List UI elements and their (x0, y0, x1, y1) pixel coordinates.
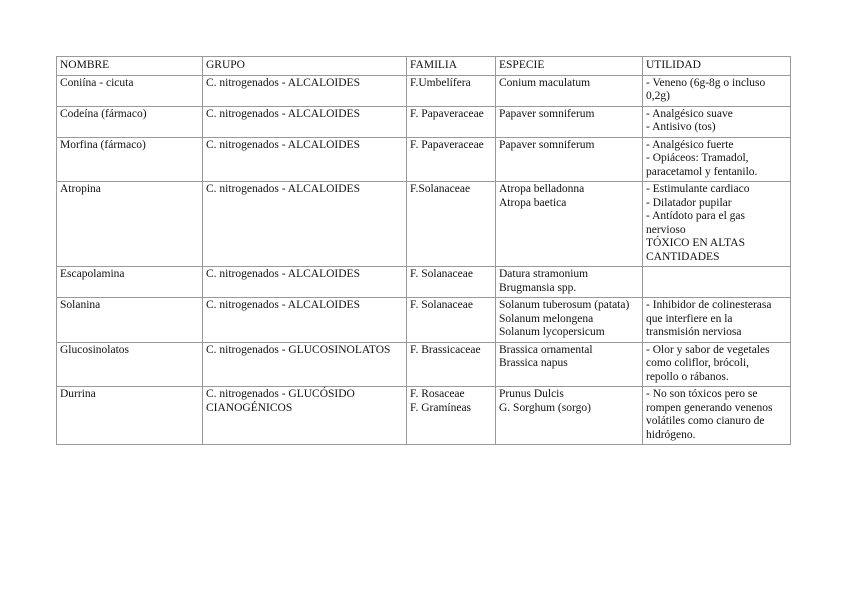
cell-grupo (203, 182, 407, 267)
cell-line: C. nitrogenados - ALCALOIDES (206, 76, 360, 89)
cell-line: - Estimulante cardiaco (646, 183, 750, 195)
cell-line: - Inhibidor de colinesterasa (646, 299, 772, 311)
cell-line: CANTIDADES (646, 250, 720, 263)
cell-especie (496, 298, 643, 343)
cell-line: CIANOGÉNICOS (206, 401, 293, 414)
cell-nombre: Solanina (57, 298, 203, 343)
cell-familia (407, 106, 496, 137)
cell-especie (496, 387, 643, 445)
table-row (57, 182, 791, 267)
cell-line: Brassica ornamental (499, 343, 593, 356)
cell-nombre: Glucosinolatos (57, 342, 203, 387)
header-utilidad: UTILIDAD (643, 57, 791, 76)
cell-line: Brassica napus (499, 357, 568, 369)
cell-line: - Antídoto para el gas (646, 210, 746, 222)
header-especie: ESPECIE (496, 57, 643, 76)
header-familia: FAMILIA (407, 57, 496, 76)
cell-utilidad (643, 298, 791, 343)
cell-line: C. nitrogenados - ALCALOIDES (206, 268, 360, 280)
cell-line: Conium maculatum (499, 76, 591, 89)
cell-line: que interfiere en la (646, 312, 733, 325)
cell-line: F. Solanaceae (410, 268, 473, 280)
cell-utilidad (643, 182, 791, 267)
cell-line: Papaver somniferum (499, 138, 595, 151)
cell-line: nervioso (646, 223, 686, 236)
cell-nombre: Coniína - cicuta (57, 75, 203, 106)
header-nombre: NOMBRE (57, 57, 203, 76)
table-row (57, 267, 791, 298)
cell-line: Solanum tuberosum (patata) (499, 299, 630, 311)
cell-line: 0,2g) (646, 90, 670, 102)
cell-line: F.Solanaceae (410, 183, 471, 195)
cell-line: Solanum melongena (499, 312, 594, 325)
cell-line: - No son tóxicos pero se (646, 388, 758, 400)
cell-line: - Olor y sabor de vegetales (646, 343, 770, 356)
cell-line: repollo o rábanos. (646, 370, 729, 383)
cell-nombre: Morfina (fármaco) (57, 137, 203, 182)
cell-utilidad (643, 342, 791, 387)
cell-utilidad (643, 75, 791, 106)
cell-especie (496, 106, 643, 137)
cell-grupo (203, 75, 407, 106)
cell-especie (496, 182, 643, 267)
cell-nombre: Atropina (57, 182, 203, 267)
cell-line: Papaver somniferum (499, 107, 595, 120)
cell-line: G. Sorghum (sorgo) (499, 401, 591, 414)
cell-line: F. Gramíneas (410, 401, 472, 414)
cell-line: - Dilatador pupilar (646, 196, 732, 209)
cell-line: Brugmansia spp. (499, 281, 577, 294)
cell-grupo (203, 137, 407, 182)
cell-line: volátiles como cianuro de (646, 415, 765, 427)
cell-line: hidrógeno. (646, 428, 696, 441)
cell-line: F. Papaveraceae (410, 107, 484, 120)
cell-line: Prunus Dulcis (499, 388, 564, 400)
cell-familia (407, 342, 496, 387)
cell-utilidad (643, 267, 791, 298)
cell-especie (496, 137, 643, 182)
cell-line: F. Solanaceae (410, 299, 473, 311)
cell-line: Solanum lycopersicum (499, 326, 605, 338)
cell-especie (496, 342, 643, 387)
cell-line: transmisión nerviosa (646, 326, 742, 338)
cell-nombre: Durrina (57, 387, 203, 445)
table-row (57, 342, 791, 387)
cell-grupo (203, 106, 407, 137)
cell-line: TÓXICO EN ALTAS (646, 237, 745, 249)
cell-familia (407, 182, 496, 267)
cell-utilidad (643, 106, 791, 137)
cell-grupo (203, 298, 407, 343)
cell-line: C. nitrogenados - ALCALOIDES (206, 183, 360, 195)
cell-utilidad (643, 387, 791, 445)
cell-line: - Antisivo (tos) (646, 121, 716, 133)
cell-line: Datura stramonium (499, 268, 589, 280)
cell-especie (496, 75, 643, 106)
cell-familia (407, 75, 496, 106)
cell-line: C. nitrogenados - ALCALOIDES (206, 138, 360, 151)
cell-grupo (203, 342, 407, 387)
cell-familia (407, 137, 496, 182)
cell-familia (407, 298, 496, 343)
cell-line: C. nitrogenados - ALCALOIDES (206, 299, 360, 311)
cell-line: F.Umbelífera (410, 76, 471, 89)
cell-grupo (203, 387, 407, 445)
cell-line: - Opiáceos: Tramadol, (646, 152, 749, 164)
cell-line: F. Papaveraceae (410, 138, 484, 151)
header-grupo: GRUPO (203, 57, 407, 76)
cell-especie (496, 267, 643, 298)
plants-table (56, 56, 791, 445)
table-header-row (57, 57, 791, 76)
cell-line: C. nitrogenados - GLUCÓSIDO (206, 388, 355, 400)
cell-utilidad (643, 137, 791, 182)
cell-nombre: Codeína (fármaco) (57, 106, 203, 137)
cell-line: F. Brassicaceae (410, 343, 481, 356)
cell-line: Atropa baetica (499, 196, 567, 209)
table-row (57, 387, 791, 445)
cell-line: Atropa belladonna (499, 183, 585, 195)
table-row (57, 106, 791, 137)
cell-line: F. Rosaceae (410, 388, 465, 400)
cell-grupo (203, 267, 407, 298)
table-row (57, 137, 791, 182)
cell-line: - Analgésico suave (646, 107, 733, 120)
table-body (57, 75, 791, 445)
cell-line: como coliflor, brócoli, (646, 357, 750, 369)
cell-nombre: Escapolamina (57, 267, 203, 298)
cell-line: C. nitrogenados - ALCALOIDES (206, 107, 360, 120)
cell-line: C. nitrogenados - GLUCOSINOLATOS (206, 343, 391, 356)
cell-line: - Veneno (6g-8g o incluso (646, 76, 766, 89)
cell-line: rompen generando venenos (646, 401, 773, 414)
cell-line: paracetamol y fentanilo. (646, 165, 758, 178)
cell-familia (407, 387, 496, 445)
table-row (57, 75, 791, 106)
table-row (57, 298, 791, 343)
cell-familia (407, 267, 496, 298)
cell-line: - Analgésico fuerte (646, 138, 734, 151)
